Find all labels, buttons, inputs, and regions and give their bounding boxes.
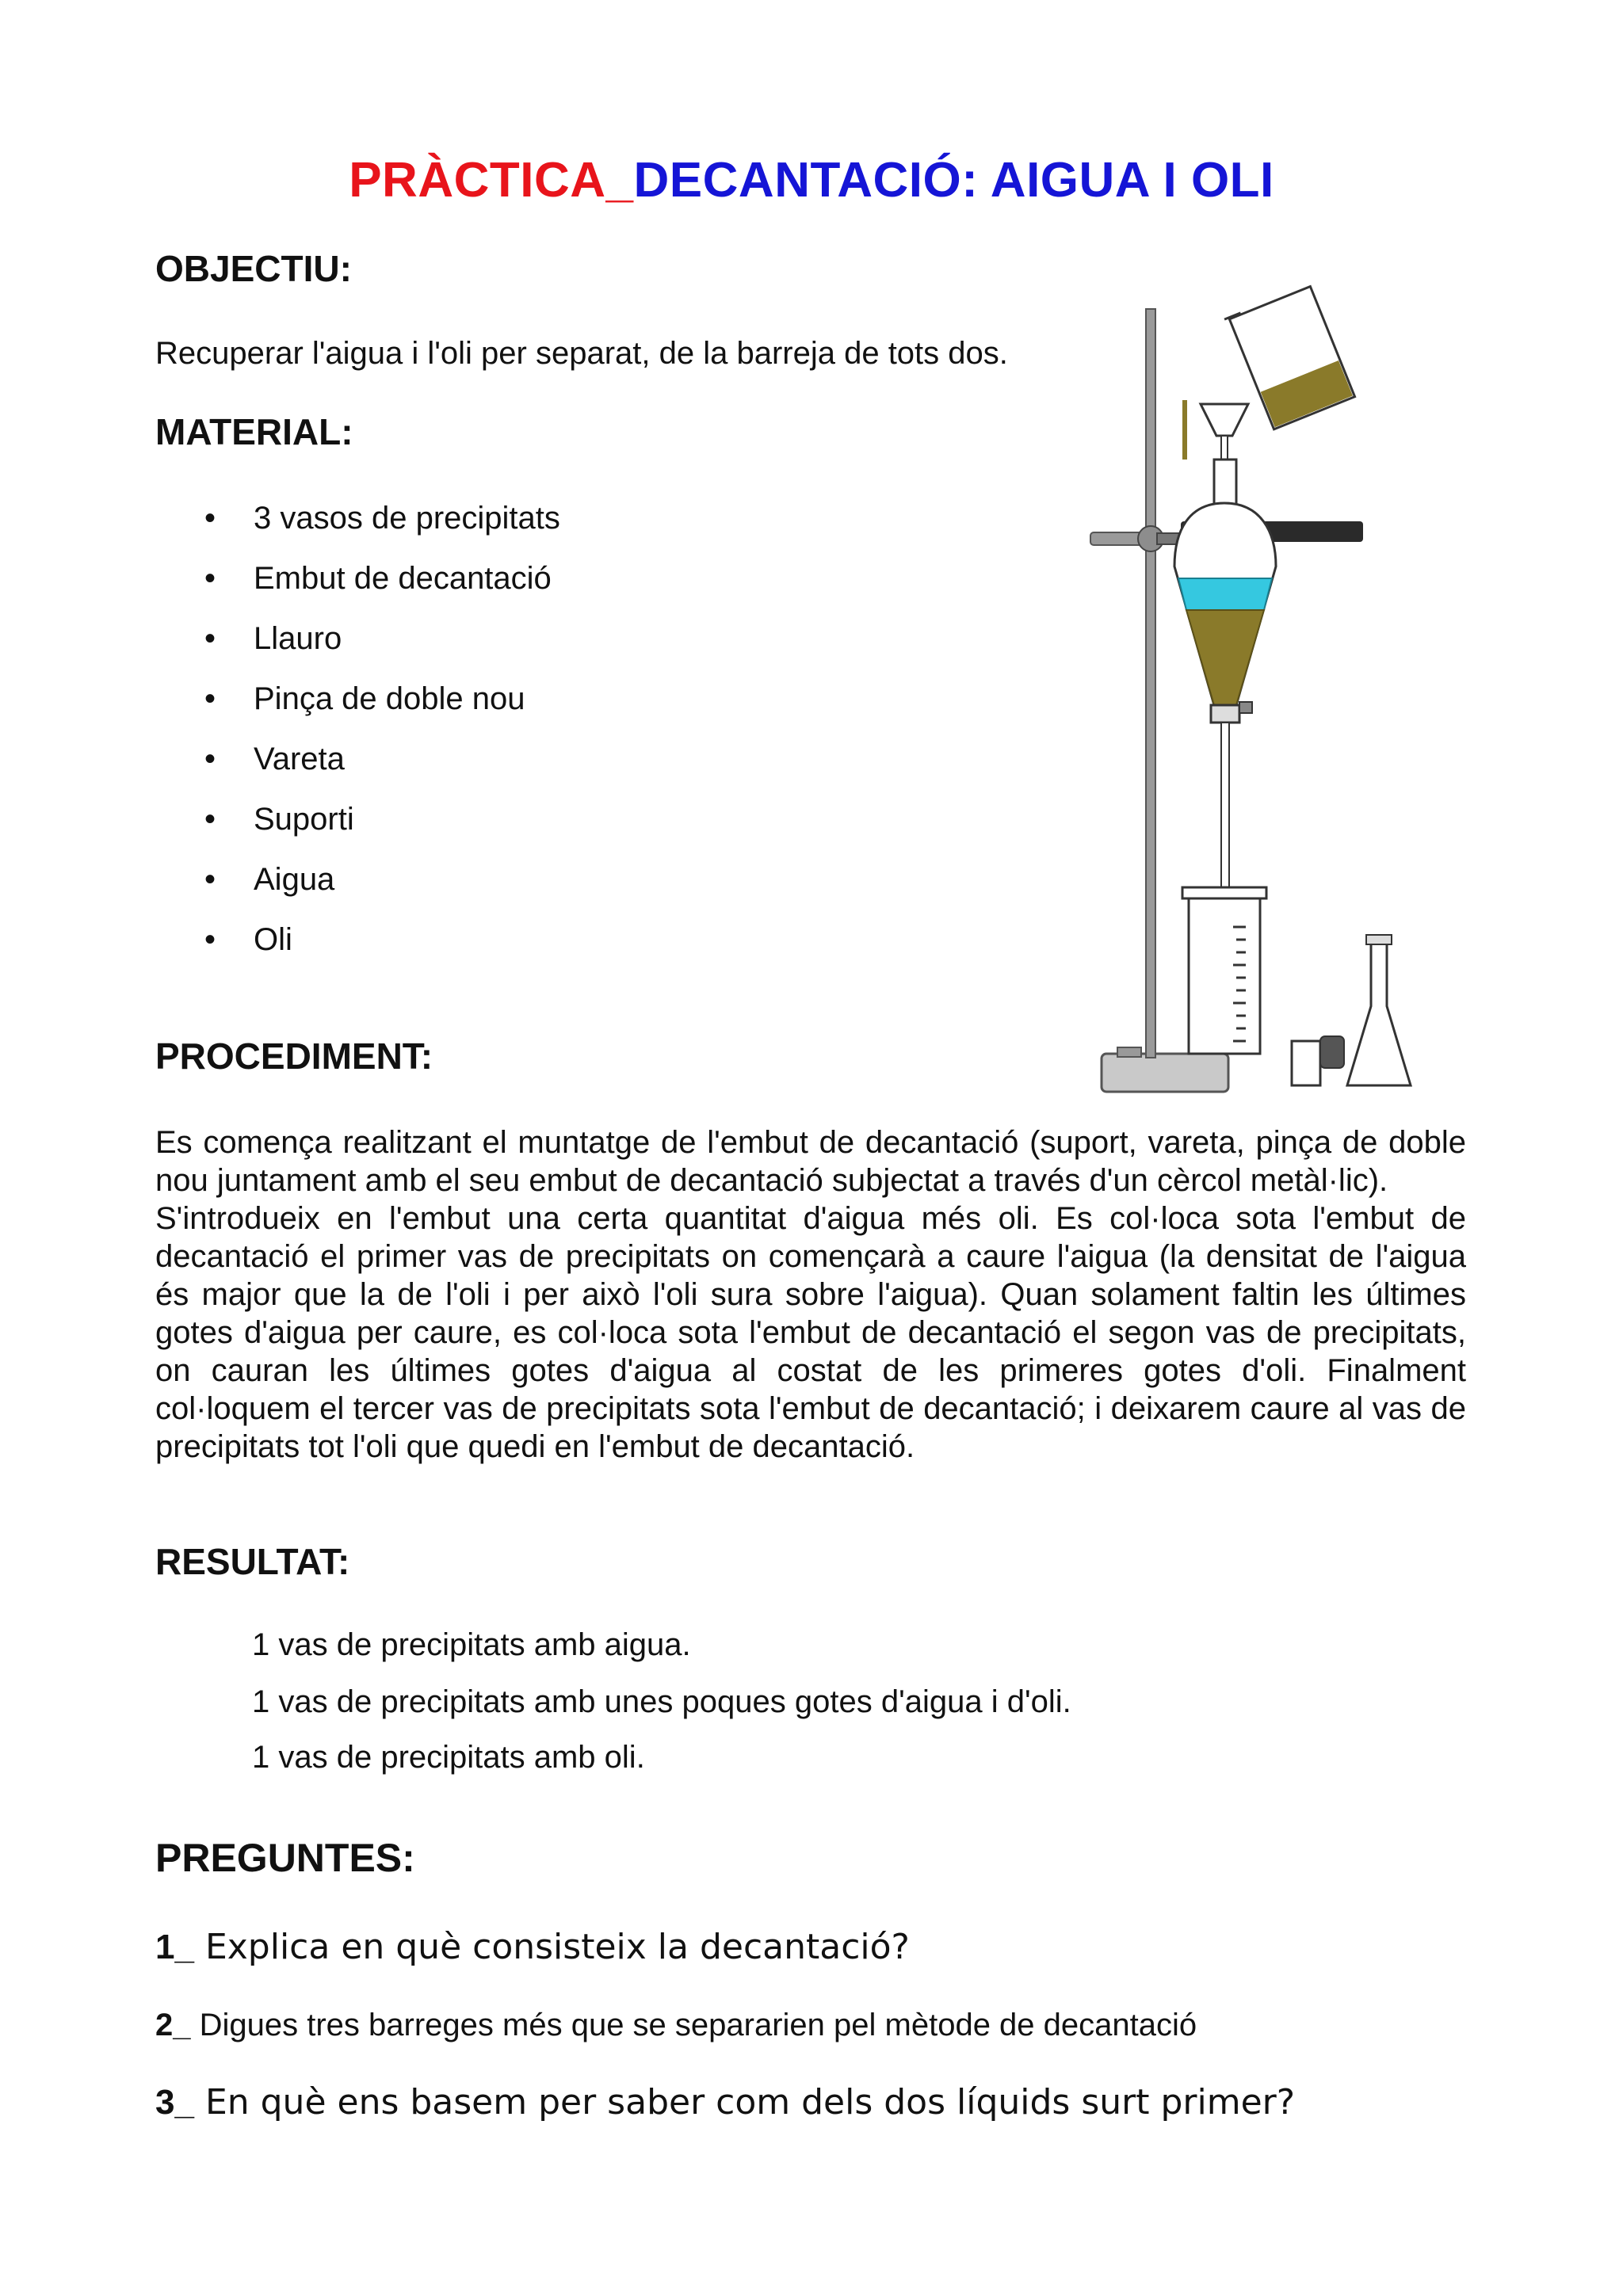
question-number: 1_	[155, 1928, 194, 1966]
question-1	[155, 1927, 910, 1967]
question-number: 3_	[155, 2083, 194, 2122]
page-title	[0, 152, 1623, 208]
bullet: •	[204, 922, 216, 957]
resultat-heading: RESULTAT:	[155, 1541, 350, 1582]
water-layer	[1178, 578, 1272, 610]
funnel-stem	[1221, 723, 1229, 897]
bullet: •	[204, 681, 216, 716]
bullet: •	[204, 742, 216, 776]
resultat-item: 1 vas de precipitats amb aigua.	[252, 1627, 691, 1662]
question-3	[155, 2082, 1295, 2122]
bullet: •	[204, 802, 216, 837]
list-item	[155, 555, 560, 615]
procediment-paragraph-1: Es comença realitzant el muntatge de l'embut de decantació (suport, vareta, pinça de doble nou juntament amb el seu embut de decantació subjectat a través d'un cèrcol metàl·lic).	[155, 1125, 1466, 1198]
collecting-cylinder	[1189, 895, 1260, 1054]
objectiu-text: Recuperar l'aigua i l'oli per separat, de la barreja de tots dos.	[155, 336, 1008, 371]
material-item: Oli	[254, 922, 292, 957]
pouring-stream	[1182, 400, 1187, 460]
procediment-paragraph-2: S'introdueix en l'embut una certa quantitat d'aigua més oli. Es col·loca sota l'embut de decantació el primer vas de precipitats on començarà a caure l'aigua (la densitat de l'aigua és major que la de l'oli i per això l'oli sura sobre l'aigua). Quan solament faltin les últimes gotes d'aigua per caure, es col·loca sota l'embut de decantació el segon vas de precipitats, on cauran les últimes gotes d'aigua al costat de les primeres gotes d'oli. Finalment col·loquem el tercer vas de precipitats sota l'embut de decantació; i deixarem caure al vas de precipitats tot l'oli que quedi en l'embut de decantació.	[155, 1201, 1466, 1464]
question-2	[155, 2008, 1197, 2043]
list-item	[155, 916, 560, 976]
procediment-heading: PROCEDIMENT:	[155, 1035, 433, 1077]
question-text: Digues tres barreges més que se separarien pel mètode de decantació	[199, 2008, 1197, 2042]
stopcock	[1211, 705, 1239, 723]
stand-base	[1102, 1054, 1228, 1092]
bullet: •	[204, 621, 216, 656]
material-list	[155, 494, 560, 976]
resultat-item: 1 vas de precipitats amb oli.	[252, 1740, 645, 1775]
oil-layer	[1186, 610, 1264, 705]
list-item	[155, 494, 560, 555]
list-item	[155, 615, 560, 675]
list-item	[155, 675, 560, 735]
question-text: En què ens basem per saber com dels dos líquids surt primer?	[204, 2082, 1296, 2122]
stopper	[1292, 1041, 1320, 1085]
question-number: 2_	[155, 2008, 191, 2042]
small-funnel	[1201, 404, 1248, 436]
list-item	[155, 856, 560, 916]
question-text: Explica en què consisteix la decantació?	[204, 1927, 910, 1967]
material-item: Llauro	[254, 621, 342, 656]
bullet: •	[204, 862, 216, 897]
list-item	[155, 795, 560, 856]
decantation-apparatus-illustration	[1078, 261, 1450, 1109]
material-item: Aigua	[254, 862, 335, 897]
material-item: Suporti	[254, 802, 354, 837]
bullet: •	[204, 501, 216, 536]
stand-rod	[1146, 309, 1155, 1058]
objectiu-heading: OBJECTIU:	[155, 248, 352, 289]
material-item: Vareta	[254, 742, 345, 776]
procediment-text	[155, 1123, 1466, 1466]
preguntes-heading: PREGUNTES:	[155, 1836, 415, 1880]
material-item: Pinça de doble nou	[254, 681, 525, 716]
title-part-red: PRÀCTICA_	[349, 153, 634, 208]
bullet: •	[204, 561, 216, 596]
material-item: Embut de decantació	[254, 561, 552, 596]
material-heading: MATERIAL:	[155, 411, 353, 452]
title-part-blue: DECANTACIÓ: AIGUA I OLI	[633, 153, 1274, 208]
erlenmeyer-flask	[1347, 943, 1411, 1085]
list-item	[155, 735, 560, 795]
resultat-item: 1 vas de precipitats amb unes poques gotes d'aigua i d'oli.	[252, 1684, 1071, 1719]
material-item: 3 vasos de precipitats	[254, 501, 560, 536]
